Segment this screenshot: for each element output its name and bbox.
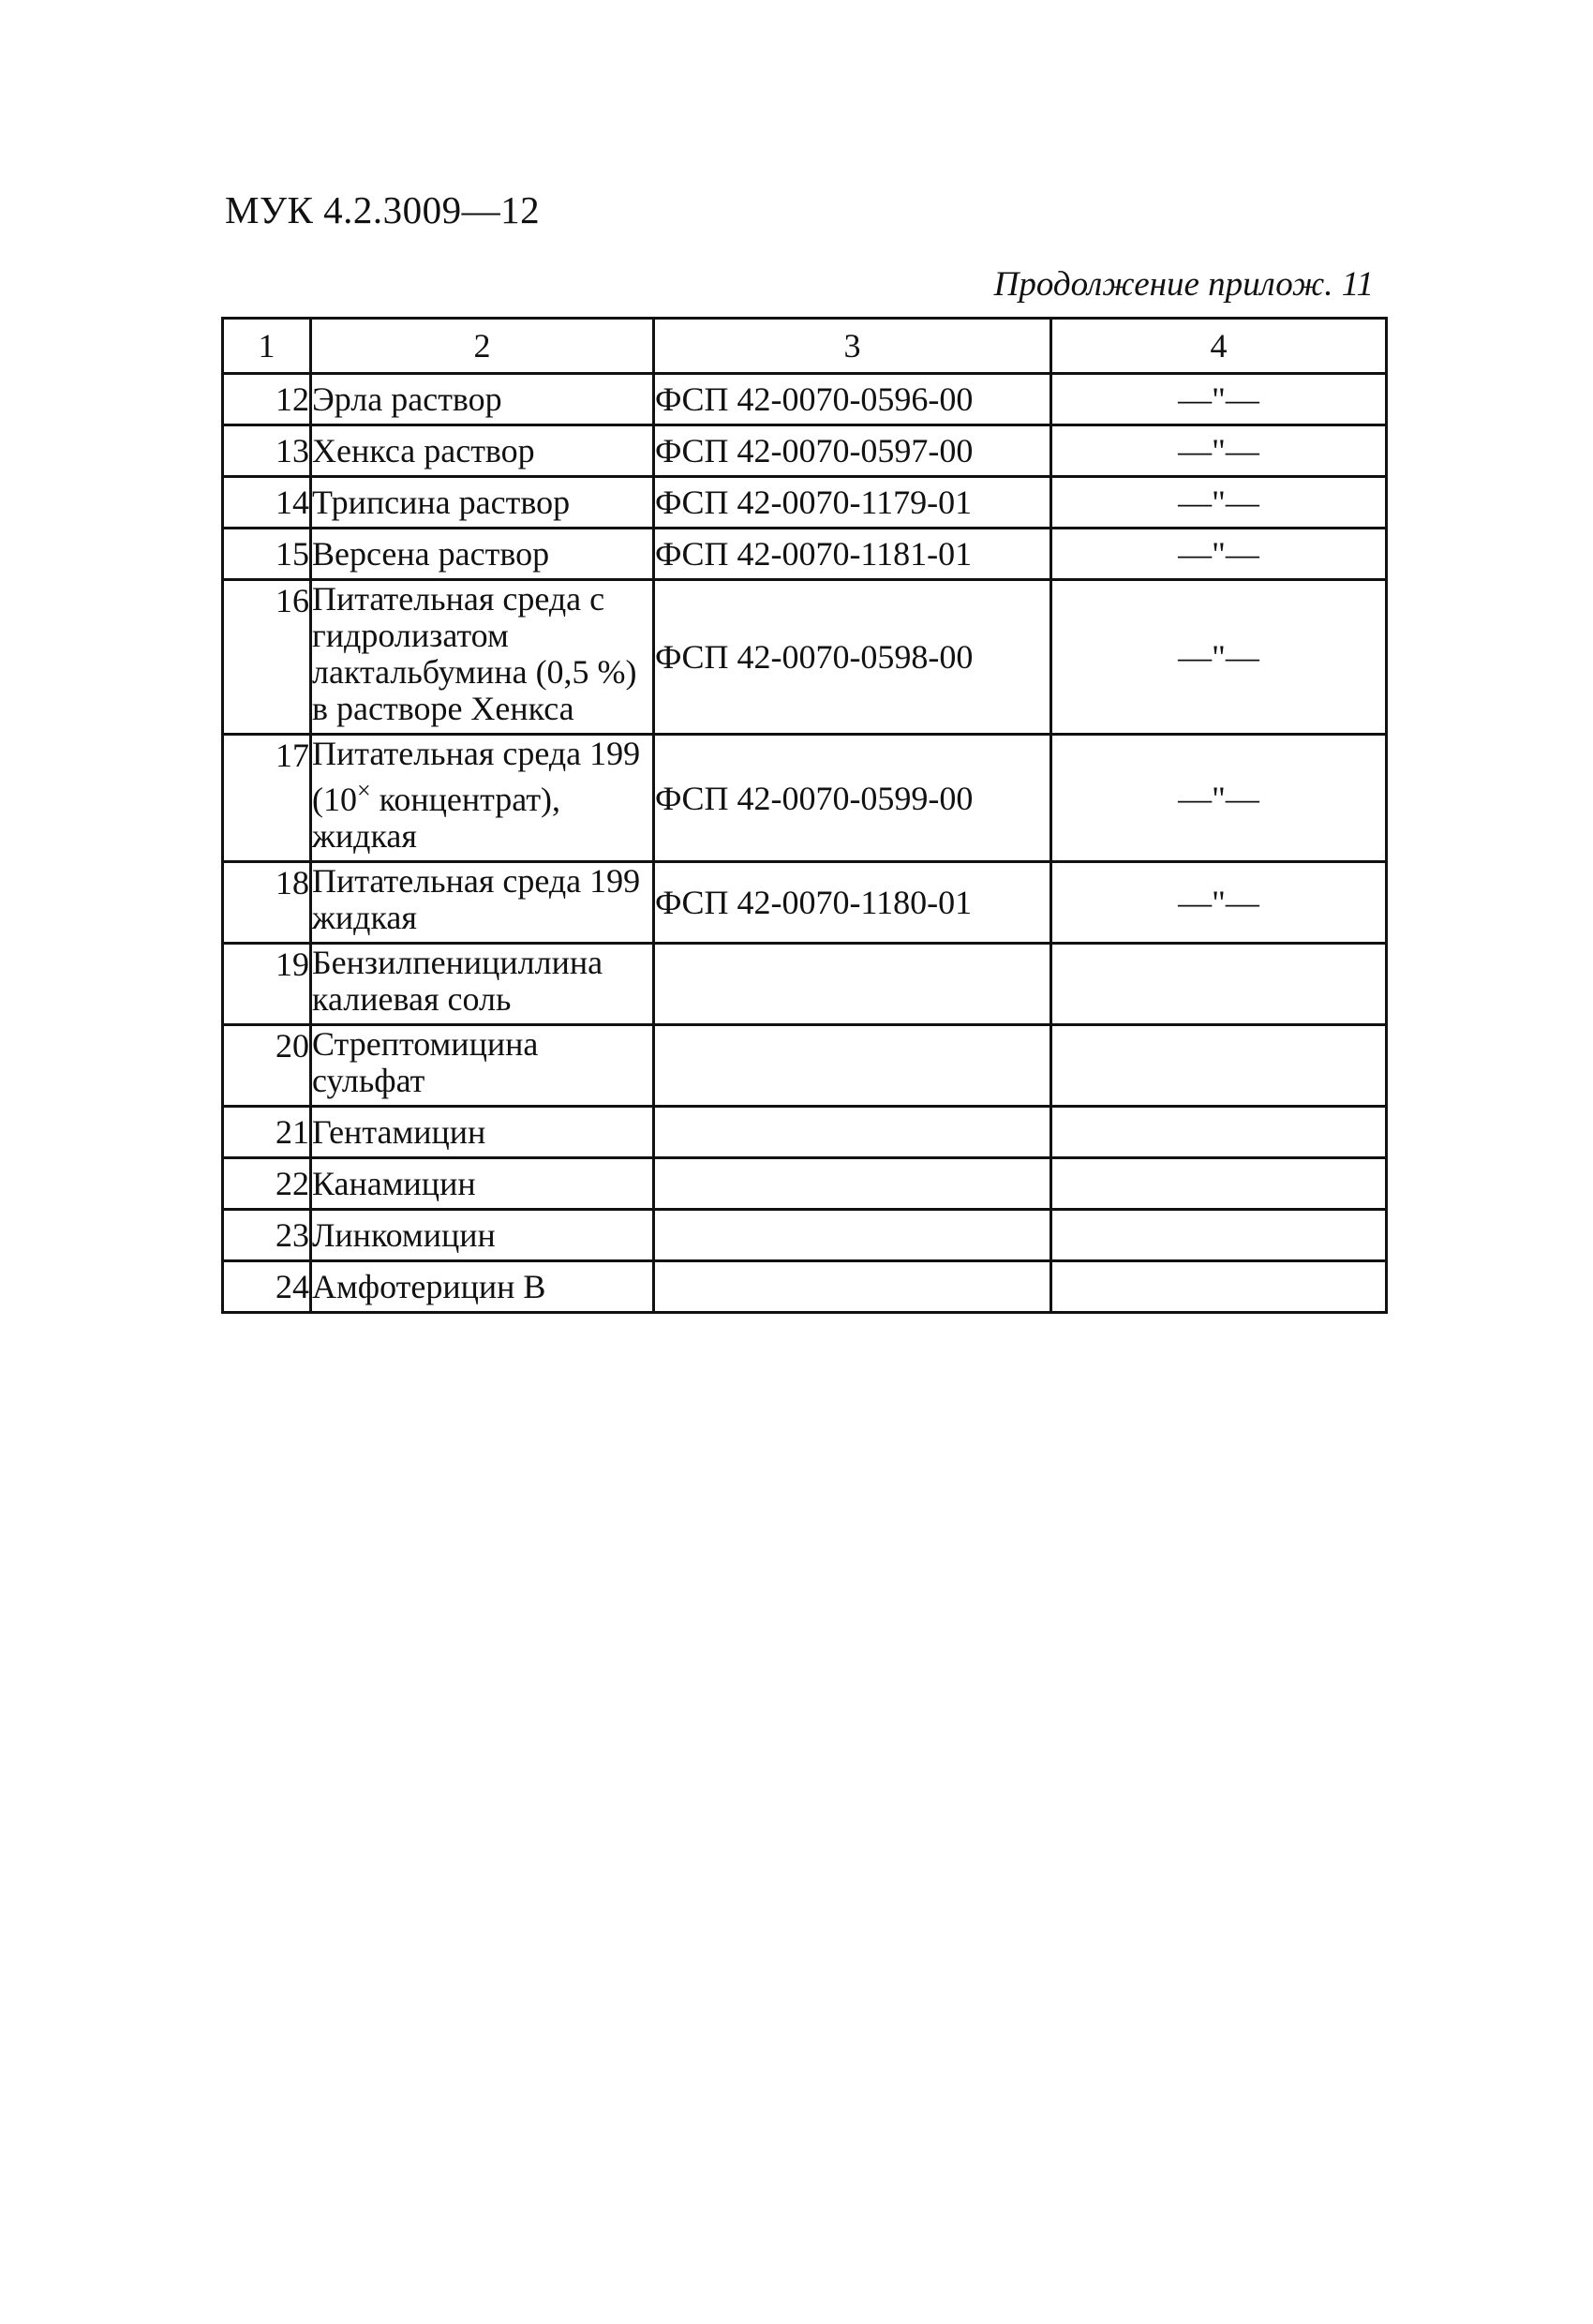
row-spec xyxy=(654,1025,1051,1107)
row-note xyxy=(1051,1025,1387,1107)
row-note xyxy=(1051,944,1387,1025)
row-note xyxy=(1051,1107,1387,1158)
table-row xyxy=(223,1158,1387,1210)
row-spec: ФСП 42-0070-1181-01 xyxy=(654,529,1051,580)
row-note: —"— xyxy=(1051,425,1387,477)
table-header-row xyxy=(223,319,1387,374)
row-note: —"— xyxy=(1051,735,1387,862)
row-spec xyxy=(654,944,1051,1025)
column-header: 3 xyxy=(654,319,1051,374)
row-name: Гентамицин xyxy=(311,1107,654,1158)
row-number: 15 xyxy=(223,529,311,580)
row-note xyxy=(1051,1210,1387,1261)
row-note: —"— xyxy=(1051,529,1387,580)
row-number: 20 xyxy=(223,1025,311,1107)
row-number: 18 xyxy=(223,862,311,944)
continuation-label: Продолжение прилож. 11 xyxy=(993,265,1374,304)
row-name: Питательная среда 199 жидкая xyxy=(311,862,654,944)
row-number: 22 xyxy=(223,1158,311,1210)
row-spec: ФСП 42-0070-0597-00 xyxy=(654,425,1051,477)
row-name: Питательная среда с гидролизатом лактальбумина (0,5 %) в растворе Хенкса xyxy=(311,580,654,735)
table-row xyxy=(223,1107,1387,1158)
row-name-part: концентрат), жидкая xyxy=(312,781,561,855)
row-number: 24 xyxy=(223,1261,311,1313)
column-header: 1 xyxy=(223,319,311,374)
row-number: 21 xyxy=(223,1107,311,1158)
row-note: —"— xyxy=(1051,862,1387,944)
table-row xyxy=(223,944,1387,1025)
table-row xyxy=(223,735,1387,862)
row-spec xyxy=(654,1107,1051,1158)
row-number: 19 xyxy=(223,944,311,1025)
row-number: 16 xyxy=(223,580,311,735)
row-number: 17 xyxy=(223,735,311,862)
column-header: 4 xyxy=(1051,319,1387,374)
row-note: —"— xyxy=(1051,580,1387,735)
row-number: 12 xyxy=(223,374,311,425)
row-spec: ФСП 42-0070-0596-00 xyxy=(654,374,1051,425)
row-name: Бензилпенициллина калиевая соль xyxy=(311,944,654,1025)
row-spec: ФСП 42-0070-0599-00 xyxy=(654,735,1051,862)
row-name: Версена раствор xyxy=(311,529,654,580)
row-name: Эрла раствор xyxy=(311,374,654,425)
multiplier-sign: × xyxy=(357,777,371,804)
table-row xyxy=(223,1210,1387,1261)
row-spec: ФСП 42-0070-0598-00 xyxy=(654,580,1051,735)
row-name: Амфотерицин В xyxy=(311,1261,654,1313)
row-note xyxy=(1051,1158,1387,1210)
row-name: Канамицин xyxy=(311,1158,654,1210)
row-number: 14 xyxy=(223,477,311,529)
table-row xyxy=(223,1025,1387,1107)
row-number: 23 xyxy=(223,1210,311,1261)
row-note: —"— xyxy=(1051,477,1387,529)
row-name-part: Питательная среда 199 (10 xyxy=(312,735,641,818)
appendix-table xyxy=(221,317,1388,1314)
row-name: Стрептомицина сульфат xyxy=(311,1025,654,1107)
row-spec xyxy=(654,1210,1051,1261)
table-row xyxy=(223,580,1387,735)
row-name: Линкомицин xyxy=(311,1210,654,1261)
row-spec xyxy=(654,1158,1051,1210)
row-spec: ФСП 42-0070-1180-01 xyxy=(654,862,1051,944)
row-number: 13 xyxy=(223,425,311,477)
row-spec xyxy=(654,1261,1051,1313)
column-header: 2 xyxy=(311,319,654,374)
table-row xyxy=(223,1261,1387,1313)
table-row xyxy=(223,477,1387,529)
table-row xyxy=(223,425,1387,477)
table-row xyxy=(223,529,1387,580)
table-row xyxy=(223,374,1387,425)
row-spec: ФСП 42-0070-1179-01 xyxy=(654,477,1051,529)
row-name: Трипсина раствор xyxy=(311,477,654,529)
table-row xyxy=(223,862,1387,944)
row-note xyxy=(1051,1261,1387,1313)
row-name xyxy=(311,735,654,862)
row-name: Хенкса раствор xyxy=(311,425,654,477)
document-code: МУК 4.2.3009—12 xyxy=(225,188,541,231)
row-note: —"— xyxy=(1051,374,1387,425)
